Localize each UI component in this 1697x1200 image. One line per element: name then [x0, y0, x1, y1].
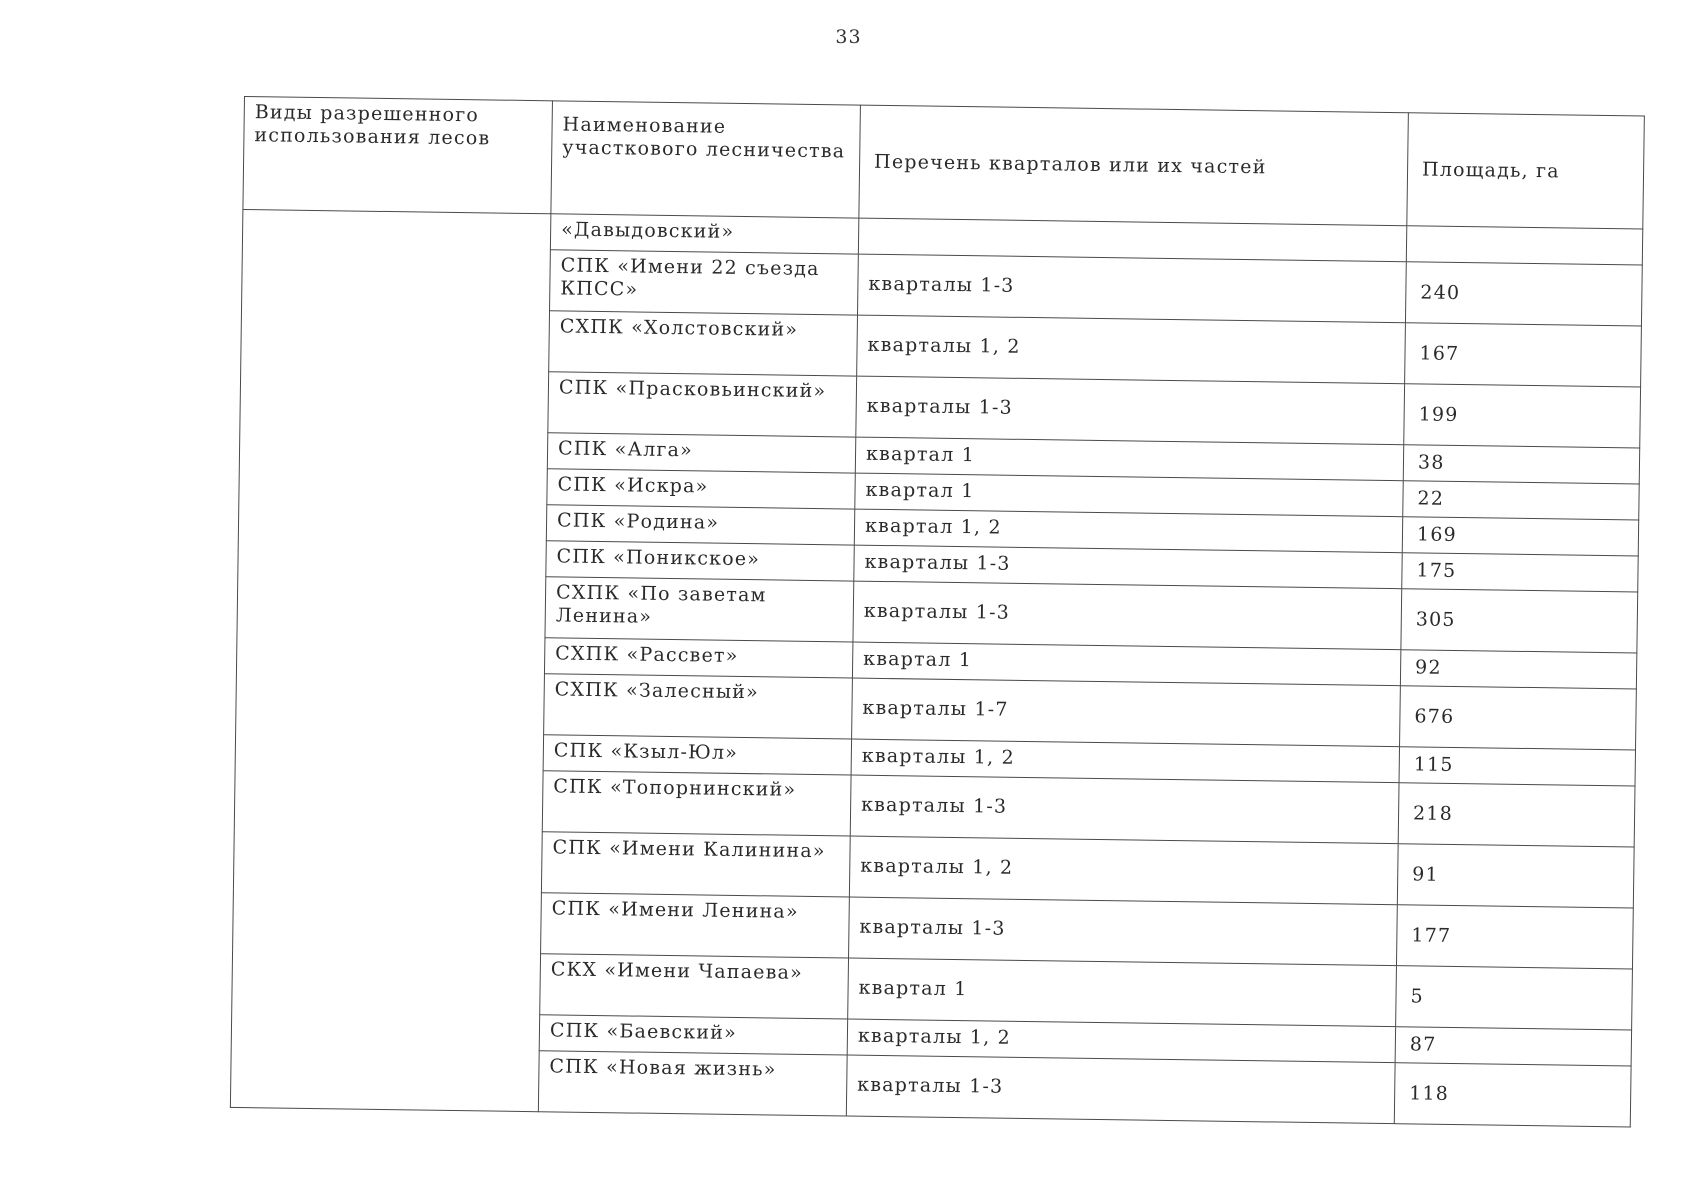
area-cell: 177: [1396, 905, 1633, 969]
area-cell: 199: [1404, 384, 1641, 448]
quarters-cell: кварталы 1, 2: [857, 315, 1406, 384]
forestry-cell: СХПК «Холстовский»: [549, 311, 858, 376]
quarters-cell: кварталы 1-3: [853, 581, 1402, 650]
quarters-cell: кварталы 1, 2: [849, 836, 1398, 905]
forestry-cell: СКХ «Имени Чапаева»: [540, 954, 849, 1019]
forestry-cell: СПК «Имени Калинина»: [541, 832, 850, 897]
forestry-cell: СХПК «По заветам Ленина»: [545, 577, 854, 642]
header-forestry: Наименование участкового лесничества: [551, 101, 861, 218]
page-number: 33: [835, 26, 862, 48]
quarters-cell: кварталы 1-3: [850, 775, 1399, 844]
forestry-cell: СПК «Поникское»: [546, 541, 854, 581]
area-cell: 169: [1402, 517, 1638, 556]
quarters-cell: квартал 1: [852, 642, 1400, 686]
forestry-cell: СПК «Алга»: [547, 433, 855, 473]
forest-use-table-wrapper: [230, 96, 1645, 1127]
forest-use-table: [230, 96, 1645, 1127]
quarters-cell: кварталы 1-3: [854, 545, 1402, 589]
forestry-cell: СПК «Топорнинский»: [542, 771, 851, 836]
forestry-cell: СХПК «Рассвет»: [544, 638, 852, 678]
forestry-cell: СПК «Кзыл-Юл»: [543, 735, 851, 775]
area-cell: 218: [1398, 783, 1635, 847]
area-cell: 5: [1396, 966, 1633, 1030]
forestry-cell: СХПК «Залесный»: [544, 674, 853, 739]
area-cell: [1406, 226, 1642, 265]
quarters-cell: кварталы 1, 2: [847, 1019, 1395, 1063]
header-area: Площадь, га: [1407, 113, 1645, 229]
area-cell: 91: [1397, 844, 1634, 908]
area-cell: 118: [1394, 1063, 1631, 1127]
area-cell: 175: [1402, 553, 1638, 592]
area-cell: 240: [1405, 262, 1642, 326]
area-cell: 167: [1405, 323, 1642, 387]
kinds-cell: [230, 209, 551, 1111]
area-cell: 92: [1400, 650, 1636, 689]
area-cell: 115: [1399, 747, 1635, 786]
quarters-cell: кварталы 1-3: [858, 254, 1407, 323]
table-header-row: [243, 97, 1644, 230]
forestry-cell: СПК «Новая жизнь»: [538, 1051, 847, 1116]
area-cell: 38: [1403, 445, 1639, 484]
quarters-cell: квартал 1, 2: [854, 509, 1402, 553]
forestry-cell: СПК «Баевский»: [539, 1015, 847, 1055]
quarters-cell: кварталы 1-3: [856, 376, 1405, 445]
quarters-cell: квартал 1: [855, 473, 1403, 517]
forestry-cell: «Давыдовский»: [550, 214, 858, 254]
quarters-cell: кварталы 1-3: [846, 1055, 1395, 1124]
quarters-cell: кварталы 1-7: [852, 678, 1401, 747]
area-cell: 676: [1400, 686, 1637, 750]
area-cell: 305: [1401, 589, 1638, 653]
quarters-cell: кварталы 1, 2: [851, 739, 1399, 783]
table-body: [230, 209, 1642, 1126]
quarters-cell: кварталы 1-3: [849, 897, 1398, 966]
quarters-cell: квартал 1: [855, 437, 1403, 481]
forestry-cell: СПК «Имени 22 съезда КПСС»: [550, 250, 859, 315]
forestry-cell: СПК «Родина»: [546, 505, 854, 545]
forestry-cell: СПК «Искра»: [547, 469, 855, 509]
header-kinds: Виды разрешенного использования лесов: [243, 97, 553, 214]
area-cell: 22: [1403, 481, 1639, 520]
forestry-cell: СПК «Имени Ленина»: [541, 893, 850, 958]
quarters-cell: квартал 1: [848, 958, 1397, 1027]
forestry-cell: СПК «Прасковьинский»: [548, 372, 857, 437]
area-cell: 87: [1395, 1027, 1631, 1066]
header-quarters: Перечень кварталов или их частей: [859, 105, 1409, 226]
